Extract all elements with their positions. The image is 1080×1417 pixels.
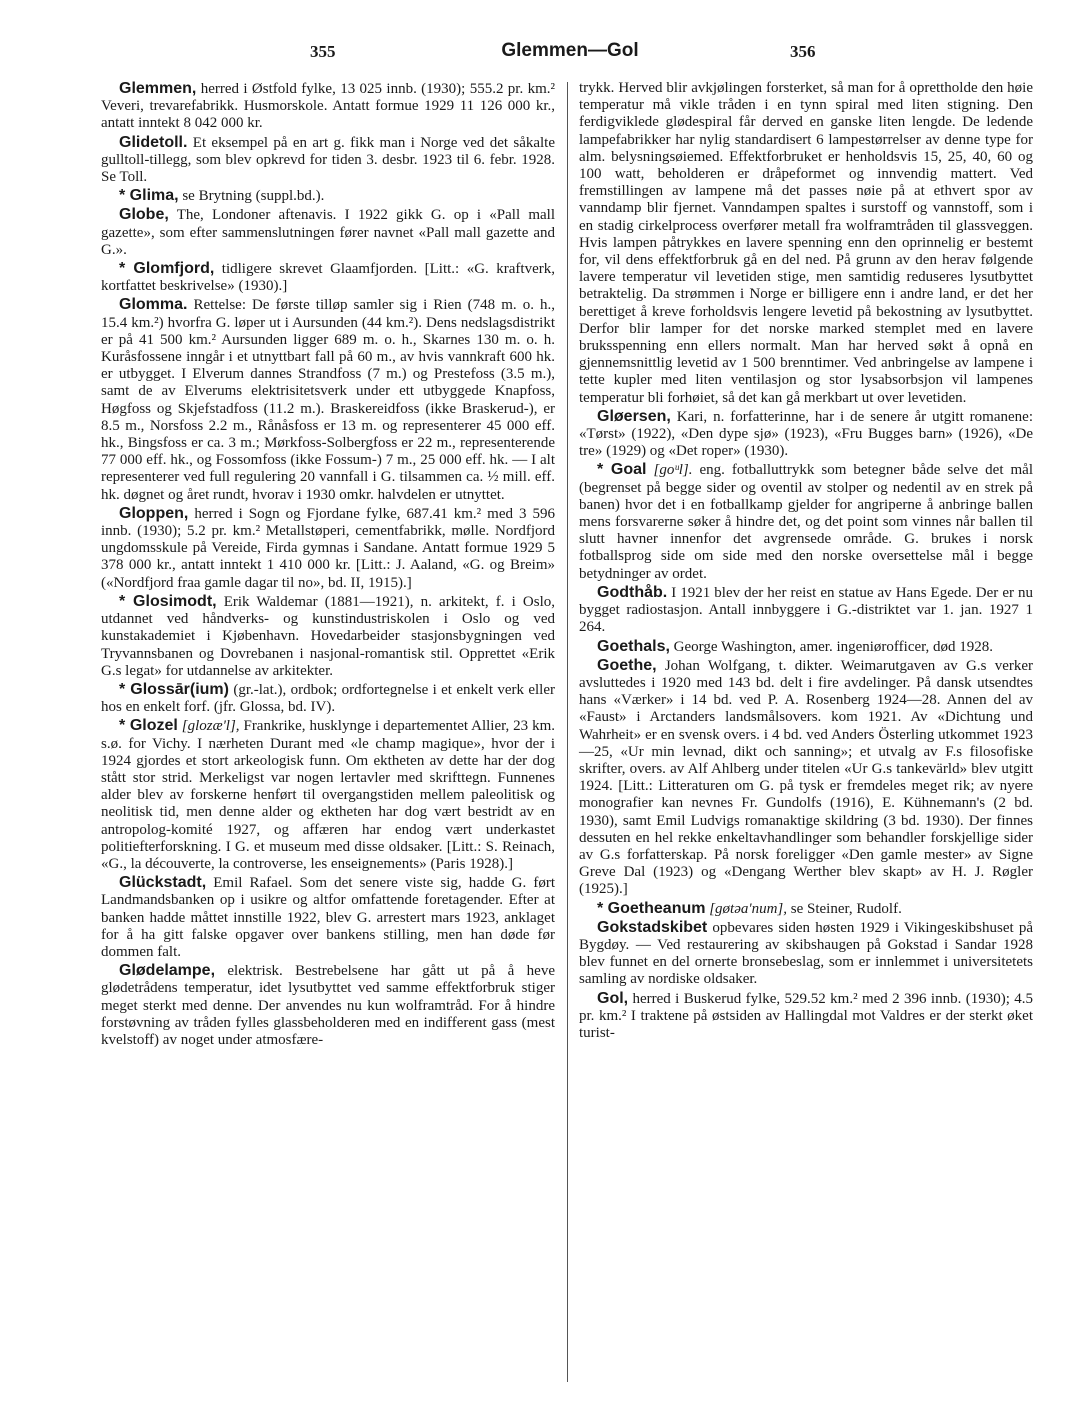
dictionary-entry [579, 584, 1033, 637]
entry-text: elektrisk. Bestrebelsene har gått ut på å heve glødetrådens temperatur, idet lysutbyttet ved samme effektforbruk stiger meget sterkt med denne. Der anvendes nu kun wolframtråd. For å hindre forstøvning av tråden fylles glassbeholderen med en indifferent gass (mest kvelstoff) av noget under atmosfære- [101, 963, 555, 1048]
entry-text: Et eksempel på en art g. fikk man i Norge ved det såkalte gulltoll-tillegg, som blev opkrevd for tiden 3. desbr. 1923 til 6. febr. 1928. Se Toll. [101, 134, 555, 186]
entry-text: Rettelse: De første tilløp samler sig i Rien (748 m. o. h., 15.4 km.²) hvorfra G. løper ut i Aursunden (44 km.²). Dens nedslagsdistrikt er på 41 500 km.² Aursunden ligger 689 m. o. h., Skarnes 130 m. o. h. Kuråsfossene inngår i et utnyttbart fall på 60 m., av hvis vannkraft 600 hk. er utbygget. I Elverum dannes Strandfoss (7 m.) og Prestefoss (3.5 m.), samt de av Elverums elektrisitetsverk under ett utbyggede Knapfoss, Høgfoss og Skjefstadfoss (11.2 m.). Braskereidfoss (ikke Braskerud-), er 8.5 m., Norsfoss 2.2 m., Rånåsfoss er 13 m. og representerer 45 000 eff. hk., Bingsfoss er ca. 3 m.; Mørkfoss-Solbergfoss er 22 m., representerende 77 000 eff. hk., og Fossomfoss (ikke Fossum-) 7 m., 25 000 eff. hk. — I alt representerer ved full regulering 20 vannfall i G. tilsammen ca. ½ mill. eff. hk. døgnet og året rundt, hvorav i 1930 omkr. halvdelen er utnyttet. [101, 297, 555, 503]
entry-headword: * Glozel [119, 717, 178, 735]
entry-text: George Washington, amer. ingeniørofficer, død 1928. [669, 638, 994, 655]
entry-text: Kari, n. forfatterinne, har i de senere år utgitt romanene: «Tørst» (1922), «Den dype sjø» (1923), «Fru Bugges barn» (1926), «De tre» (1929) og «Det roper» (1930). [579, 408, 1033, 460]
page-number-right: 356 [790, 42, 816, 61]
entry-headword: * Glosimodt, [119, 592, 217, 610]
entry-headword: Glomma. [119, 296, 188, 314]
entry-headword: Goethe, [597, 656, 657, 674]
entry-headword: Glemmen, [119, 80, 197, 97]
entry-text: herred i Buskerud fylke, 529.52 km.² med 2 396 innb. (1930); 4.5 pr. km.² I traktene på østsiden av Hallingdal mot Valdres er der sterkt øket turist- [579, 990, 1033, 1041]
entry-headword: Glückstadt, [119, 874, 207, 892]
entry-headword: Gokstadskibet [597, 918, 708, 936]
entry-text: Johan Wolfgang, t. dikter. Weimarutgaven av G.s verker avsluttedes i 1920 med 143 bd. delt i fire avdelinger. På dansk utsendtes hans «Værker» i 14 bd. ved P. A. Rosenberg 1924—28. Annen del av «Faust» i Arctanders landsmålsovers. kom 1921. Av «Dichtung und Wahrheit» er en svensk overs. i 4 bd. ved Anders Österling utkommet 1923—25, «Ur min levnad, dikt och sanning»; et utvalg av F.s filosofiske skrifter, overs. av Alf Ahlberg under titelen «Ur G.s tankevärld» blev utgitt 1924. [Litt.: Litteraturen om G. på tysk er fremdeles meget rik; av nyere monografier kan nevnes Fr. Gundolfs (1916), E. Kühnemann's (2 bd. 1930), samt Emil Ludvigs romanaktige skildring (3 bd. 1930). Der finnes dessuten en hel rekke enkeltavhandlinger som behandler forskjellige sider av G.s forfatterskap. På norsk foreligger «Den gamle mester» av Signe Greve Dal (1923) og «Dengang Werther blev skapt» av H. J. Røgler (1925).] [579, 657, 1033, 898]
entry-text: se Steiner, Rudolf. [787, 900, 902, 917]
right-column [579, 80, 1033, 1043]
entry-headword: Gol, [597, 989, 629, 1007]
entry-headword: Glidetoll. [119, 133, 188, 151]
dictionary-entry [101, 681, 555, 716]
dictionary-entry [101, 296, 555, 503]
dictionary-entry [579, 919, 1033, 989]
entry-text: Erik Waldemar (1881—1921), n. arkitekt, f. i Oslo, utdannet ved håndverks- og kunstindustriskolen i Oslo og ved kunstakademiet i Kjøbenhavn. Hovedarbeider stasjonsbygningen ved Tryvannsbanen og Dovrebanen i nasjonal-romantisk stil. Opprettet «Erik G.s legat» for utdannelse av arkitekter. [101, 593, 555, 679]
dictionary-entry [101, 717, 555, 873]
entry-text: (gr.-lat.), ordbok; ordfortegnelse i et enkelt verk eller hos en enkelt forf. (jfr. Glossa, bd. IV). [101, 681, 556, 716]
dictionary-entry [579, 900, 1033, 918]
entry-text: Emil Rafael. Som det senere viste sig, hadde G. ført Landmandsbanken op i usikre og altfor omfattende foretagender. Efter at banken hadde måttet innstille 1922, blev G. arrestert mars 1923, anklaget for å ha gitt falske opgaver over bankens stilling, men han døde før dommen falt. [101, 875, 555, 960]
entry-pronunciation: [gøtəa'num], [705, 900, 788, 917]
dictionary-entry [101, 962, 555, 1049]
entry-headword: Glødelampe, [119, 962, 216, 980]
entry-text: tidligere skrevet Glaamfjorden. [Litt.: «G. kraftverk, kortfattet beskrivelse» (1930).] [101, 261, 555, 295]
dictionary-entry [101, 187, 555, 205]
dictionary-entry [579, 408, 1033, 461]
entry-pronunciation: [goᵘl]. [646, 462, 693, 479]
dictionary-entry [579, 461, 1033, 582]
dictionary-entry [579, 657, 1033, 899]
entry-text: opbevares siden høsten 1929 i Vikingeskibshuset på Bygdøy. — Ved restaurering av skibshaugen på Gokstad i Sandar 1928 blev funnet en del ornerte bronsebeslag, som er innlemmet i universitetets samling av nordiske oldsaker. [579, 919, 1033, 988]
dictionary-entry [101, 134, 555, 187]
entry-headword: * Goetheanum [597, 899, 706, 917]
entry-text: herred i Østfold fylke, 13 025 innb. (1930); 555.2 pr. km.² Veveri, trevarefabrikk. Husmorskole. Antatt formue 1929 11 126 000 kr., antatt inntekt 8 042 000 kr. [101, 81, 555, 132]
dictionary-entry [579, 638, 1033, 656]
page-number-left: 355 [310, 42, 336, 61]
entry-headword: * Glima, [119, 187, 179, 205]
entry-text: eng. fotballuttrykk som betegner både selve det mål (begrenset på begge sider og oventil av stolper og nedentil av en strek på banen) hvor det i en fotballkamp gjelder for angriperne å anbringe ballen mens forsvarerne søker å hindre det, og det point som vinnes når ballen til slutt havner innenfor det avgrensede område. G. brukes i norsk fotballsprog side om side med den norske oversettelse mål i begge betydninger av ordet. [579, 462, 1033, 582]
dictionary-entry [101, 593, 555, 680]
dictionary-entry [101, 80, 555, 133]
page-header [100, 40, 1040, 66]
entry-headword: * Glossār(ium) [119, 680, 229, 698]
entry-headword: Goethals, [597, 637, 670, 655]
dictionary-entry [101, 874, 555, 961]
dictionary-entry [101, 206, 555, 259]
entry-text: I 1921 blev der her reist en statue av Hans Egede. Der er nu bygget radiostasjon. Antall innbyggere i G.-distriktet var 1. jan. 1927 1 264. [579, 584, 1033, 636]
column-divider [567, 82, 568, 1382]
entry-headword: Gloppen, [119, 504, 189, 522]
entry-text: The, Londoner aftenavis. I 1922 gikk G. op i «Pall mall gazette», som efter sammenslutningen fører navnet «Pall mall gazette and G.». [101, 207, 555, 258]
entry-text: trykk. Herved blir avkjølingen forsterket, så man for å oprettholde den høie temperatur må vikle tråden i en tynn spiral med liten stigning. Den ferdigviklede glødespiral får derved en ganske liten lengde. De ledende lampefabrikker har nylig standardisert 6 lampestørrelser av denne type for alm. belysningsøiemed. Effektforbruket er henholdsvis 15, 25, 40, 60 og 100 watt, beholderen er dråpeformet og innvendig mattert. Ved fremstillingen av lampene må det passes nøie på at ethvert spor av vanndamp blir fjernet. Vanndampen spaltes i surstoff og vannstoff, som i en stadig cirkelprocess overfører metall fra wolframtråden til glassveggen. Hvis lampen påtrykkes en lavere spenning enn den oprinnelig er bestemt for, vil dens effektforbruk gå en del ned. På grunn av den herav følgende lavere temperatur vil levetiden stige, men samtidig reduseres lysutbyttet betraktelig. Da strømmen i Norge er billigere enn i andre land, er det her berettiget å kreve forholdsvis lengere levetid på bekostning av lysutbyttet. Derfor blir lamper for det norske marked stemplet med en lavere bruksspenning enn ellers normalt. Man har herved søkt å opnå en gjennemsnittlig levetid av 1 500 brenntimer. Ved anbringelse av lampene i tette kupler med liten ventilasjon og stor lysabsorbsjon vil lampenes temperatur bli forhøiet, så det kan gå merkbart ut over levetiden. [579, 80, 1033, 406]
entry-headword: Gløersen, [597, 407, 671, 425]
left-column [101, 80, 555, 1050]
dictionary-entry [101, 505, 555, 592]
entry-text: se Brytning (suppl.bd.). [178, 188, 325, 205]
running-title: Glemmen—Gol [501, 40, 639, 61]
dictionary-entry [101, 260, 555, 295]
entry-headword: * Goal [597, 461, 647, 479]
entry-headword: Globe, [119, 206, 169, 224]
entry-text: herred i Sogn og Fjordane fylke, 687.41 km.² med 3 596 innb. (1930); 5.2 pr. km.² Metallstøperi, cementfabrikk, mølle. Nordfjord ungdomsskule på Vereide, Firda gymnas i Sandane. Antatt formue 1929 5 378 000 kr., antatt inntekt 1 410 000 kr. [Litt.: J. Aaland, «G. og Breim» («Nordfjord fraa gamle dagar til no», bd. II, 1915).] [101, 505, 555, 591]
entry-headword: * Glomfjord, [119, 260, 215, 278]
entry-text: Frankrike, husklynge i departementet Allier, 23 km. s.ø. for Vichy. I nærheten Durant med «le champ magique», hvor der i 1924 gjordes et stort arkeologisk funn. Om ektheten av dette har der dog stått stor strid. Merkeligst var nogen lertavler med skrifttegn. Funnenes alder blev av forskerne henført til overgangstiden mellem paleolitisk og neolitisk tid, men denne alder og ektheten har dog vært bestridt av en antropolog-komité 1927, og affæren har endog vært underkastet politiefterforskning. I G. et museum med disse oldsaker. [Litt.: S. Reinach, «G., la découverte, la controverse, les enseignements» (Paris 1928).] [101, 718, 555, 872]
entry-pronunciation: [glozæ'l], [177, 718, 240, 735]
entry-headword: Godthåb. [597, 583, 668, 601]
dictionary-entry [579, 990, 1033, 1043]
dictionary-entry [579, 80, 1033, 407]
